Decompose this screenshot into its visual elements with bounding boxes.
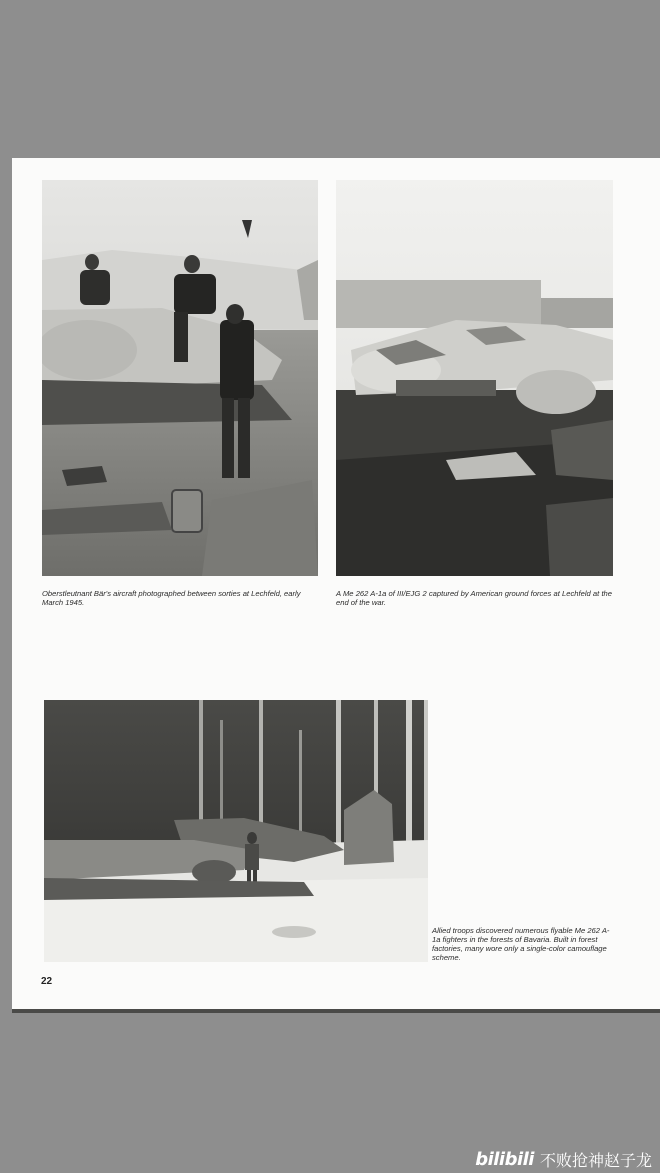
- photo-caption: Oberstleutnant Bär's aircraft photographed between sorties at Lechfeld, early March 1945.: [42, 589, 301, 607]
- photo-caption: A Me 262 A-1a of III/EJG 2 captured by American ground forces at Lechfeld at the end of the war.: [336, 589, 612, 607]
- book-page: [12, 158, 660, 1010]
- watermark-username: 不败抢神赵子龙: [539, 1151, 652, 1170]
- photo-forest-aircraft: [44, 700, 428, 962]
- watermark: [475, 1148, 652, 1171]
- page-edge: [12, 1009, 660, 1013]
- photo-caption: Allied troops discovered numerous flyable Me 262 A-1a fighters in the forests of Bavaria. Built in forest factories, many wore only a single-color camouflage scheme.: [432, 926, 610, 962]
- photo-captured-aircraft: [336, 180, 613, 576]
- page-number: 22: [41, 976, 53, 987]
- bilibili-logo: bilibili: [475, 1149, 534, 1170]
- photo-pilots-on-aircraft: [42, 180, 318, 576]
